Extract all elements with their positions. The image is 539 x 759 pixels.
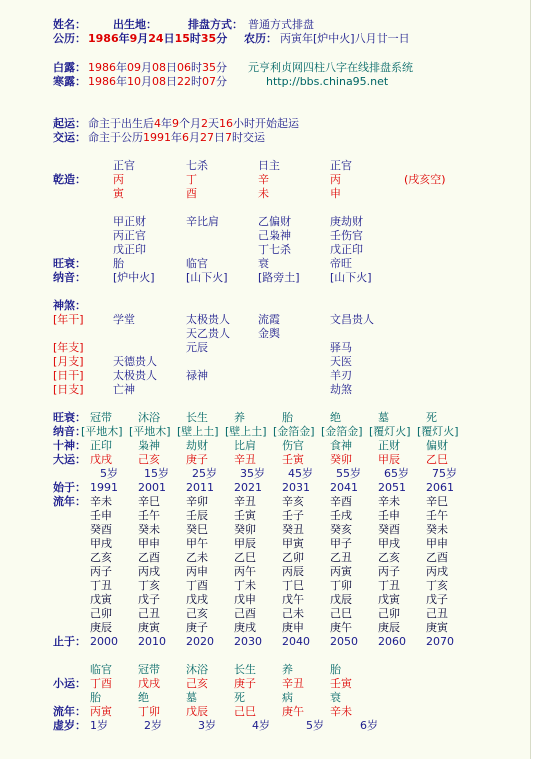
liunian-cell: 戊寅	[378, 593, 400, 606]
shensha-item: 流霞	[258, 313, 280, 326]
shensha-item: 禄神	[186, 369, 208, 382]
xiaoyun-shishen: 临官	[90, 663, 112, 676]
liunian-cell: 己卯	[378, 607, 400, 620]
liunian-cell: 乙巳	[234, 551, 256, 564]
shensha-label: 神煞：	[53, 299, 86, 312]
dayun-age: 45岁	[288, 467, 313, 480]
xiaoyun-wangshuai: 墓	[186, 691, 197, 704]
jiaoyun-text: 命主于公历1991年6月27日7时交运	[88, 131, 265, 144]
liunian-cell: 丁卯	[330, 579, 352, 592]
liunian-cell: 辛酉	[330, 495, 352, 508]
pillar-nayin: [炉中火]	[113, 271, 155, 284]
xiaoyun-ganzhi: 戊戌	[138, 677, 160, 690]
shensha-item: 天乙贵人	[186, 327, 230, 340]
pillar-stem: 丙	[330, 173, 341, 186]
dayun-age: 15岁	[144, 467, 169, 480]
dayun-end-label: 止于：	[53, 635, 86, 648]
pillar-stem: 丙	[113, 173, 124, 186]
site-name-link[interactable]: 元亨利贞网四柱八字在线排盘系统	[248, 61, 413, 74]
nayin-label: 纳音：	[53, 271, 86, 284]
liunian-cell: 庚午	[330, 621, 352, 634]
hidden-stem: 戊正印	[113, 243, 146, 256]
pillar-nayin: [山下火]	[330, 271, 372, 284]
xiaoyun-wangshuai: 衰	[330, 691, 341, 704]
dayun-age: 35岁	[240, 467, 265, 480]
liunian-cell: 庚辰	[378, 621, 400, 634]
liunian-cell: 乙酉	[138, 551, 160, 564]
dayun-nayin: [覆灯火]	[369, 425, 411, 438]
liunian-cell: 庚申	[282, 621, 304, 634]
dayun-nayin: [金箔金]	[273, 425, 315, 438]
shensha-item: 天德贵人	[113, 355, 157, 368]
dayun-nayin: [壁上土]	[225, 425, 267, 438]
liunian-cell: 辛亥	[282, 495, 304, 508]
xusui-label: 虚岁：	[53, 719, 86, 732]
dayun-shishen: 枭神	[138, 439, 160, 452]
shensha-item: 学堂	[113, 313, 135, 326]
name-label: 姓名：	[53, 18, 86, 31]
shensha-item: 文昌贵人	[330, 313, 374, 326]
liunian-cell: 丙戌	[426, 565, 448, 578]
dayun-nayin: [金箔金]	[321, 425, 363, 438]
kong-wang: (戌亥空)	[404, 173, 446, 186]
shensha-month-label: [月支]	[53, 355, 84, 368]
pillar-wangshuai: 胎	[113, 257, 124, 270]
method-label: 排盘方式：	[188, 18, 243, 31]
liunian-cell: 庚子	[186, 621, 208, 634]
dayun-shishen: 食神	[330, 439, 352, 452]
liunian-cell: 辛巳	[426, 495, 448, 508]
liunian-cell: 乙亥	[378, 551, 400, 564]
liunian-cell: 辛丑	[234, 495, 256, 508]
shensha-item: 羊刃	[330, 369, 352, 382]
method-value: 普通方式排盘	[248, 18, 314, 31]
xusui-value: 5岁	[306, 719, 324, 732]
liunian-cell: 丙子	[90, 565, 112, 578]
qiyun-text: 命主于出生后4年9个月2天16小时开始起运	[88, 117, 299, 130]
dayun-ganzhi: 乙巳	[426, 453, 448, 466]
liunian-cell: 辛卯	[186, 495, 208, 508]
xiaoyun-ganzhi: 丁酉	[90, 677, 112, 690]
qiyun-label: 起运：	[53, 117, 86, 130]
xusui-value: 3岁	[198, 719, 216, 732]
solar-date: 1986年9月24日15时35分	[88, 32, 228, 45]
shensha-daybranch-label: [日支]	[53, 383, 84, 396]
liunian-cell: 丁巳	[282, 579, 304, 592]
lunar-value: 丙寅年[炉中火]八月廿一日	[280, 32, 410, 45]
bailu-label: 白露：	[53, 61, 86, 74]
liunian-cell: 辛未	[378, 495, 400, 508]
liunian-cell: 壬辰	[186, 509, 208, 522]
hidden-stem: 壬伤官	[330, 229, 363, 242]
liunian-cell: 庚辰	[90, 621, 112, 634]
liunian-cell: 壬戌	[330, 509, 352, 522]
xiaoyun-liunian: 辛未	[330, 705, 352, 718]
shensha-item: 亡神	[113, 383, 135, 396]
shensha-item: 驿马	[330, 341, 352, 354]
xusui-value: 4岁	[252, 719, 270, 732]
dayun-shishen: 劫财	[186, 439, 208, 452]
dayun-end-year: 2020	[186, 635, 214, 648]
xiaoyun-ganzhi: 辛丑	[282, 677, 304, 690]
hidden-stem: 乙偏财	[258, 215, 291, 228]
liunian-cell: 丙寅	[330, 565, 352, 578]
liunian-cell: 戊戌	[186, 593, 208, 606]
dayun-start-year: 1991	[90, 481, 118, 494]
dayun-end-year: 2010	[138, 635, 166, 648]
dayun-ganzhi: 庚子	[186, 453, 208, 466]
shensha-item: 太极贵人	[113, 369, 157, 382]
dayun-age: 75岁	[432, 467, 457, 480]
xiaoyun-shishen: 养	[282, 663, 293, 676]
hanlu-label: 寒露：	[53, 75, 86, 88]
hanlu-date: 1986年10月08日22时07分	[88, 75, 227, 88]
dayun-shishen: 正财	[378, 439, 400, 452]
jiaoyun-label: 交运：	[53, 131, 86, 144]
qianzao-label: 乾造：	[53, 173, 86, 186]
liunian-cell: 戊辰	[330, 593, 352, 606]
dayun-end-year: 2060	[378, 635, 406, 648]
dayun-wangshuai: 死	[426, 411, 437, 424]
liunian-cell: 癸丑	[282, 523, 304, 536]
liunian-cell: 壬申	[90, 509, 112, 522]
liunian-cell: 辛未	[90, 495, 112, 508]
dayun-nayin-label: 纳音：	[53, 425, 86, 438]
liunian-cell: 壬申	[378, 509, 400, 522]
liunian-cell: 戊子	[426, 593, 448, 606]
pillar-stem: 丁	[186, 173, 197, 186]
dayun-shishen: 正印	[90, 439, 112, 452]
dayun-nayin: [平地木]	[81, 425, 123, 438]
liunian-cell: 戊子	[138, 593, 160, 606]
liunian-cell: 癸未	[138, 523, 160, 536]
xusui-value: 6岁	[360, 719, 378, 732]
liunian-cell: 壬午	[426, 509, 448, 522]
xiaoyun-wangshuai: 病	[282, 691, 293, 704]
shensha-item: 金舆	[258, 327, 280, 340]
xiaoyun-ganzhi: 壬寅	[330, 677, 352, 690]
hidden-stem: 丁七杀	[258, 243, 291, 256]
pillar-branch: 未	[258, 187, 269, 200]
xiaoyun-shishen: 胎	[330, 663, 341, 676]
pillar-stem: 辛	[258, 173, 269, 186]
dayun-age: 65岁	[384, 467, 409, 480]
liunian-cell: 辛巳	[138, 495, 160, 508]
liunian-cell: 丁亥	[426, 579, 448, 592]
dayun-ganzhi: 辛丑	[234, 453, 256, 466]
liunian-cell: 癸亥	[330, 523, 352, 536]
liunian-cell: 甲子	[330, 537, 352, 550]
dayun-shishen: 比肩	[234, 439, 256, 452]
lunar-label: 农历：	[244, 32, 277, 45]
xiaoyun-liunian-label: 流年：	[53, 705, 86, 718]
dayun-end-year: 2040	[282, 635, 310, 648]
dayun-wangshuai: 养	[234, 411, 245, 424]
dayun-wangshuai-label: 旺衰：	[53, 411, 86, 424]
liunian-cell: 乙酉	[426, 551, 448, 564]
liunian-cell: 癸巳	[186, 523, 208, 536]
pillar-nayin: [路旁土]	[258, 271, 300, 284]
xiaoyun-shishen: 冠带	[138, 663, 160, 676]
dayun-age: 5岁	[100, 467, 118, 480]
shensha-daystem-label: [日干]	[53, 369, 84, 382]
dayun-shishen-label: 十神：	[53, 439, 86, 452]
pillar-ten-god: 正官	[330, 159, 352, 172]
dayun-nayin: [壁上土]	[177, 425, 219, 438]
dayun-ganzhi: 癸卯	[330, 453, 352, 466]
liunian-cell: 己卯	[90, 607, 112, 620]
liunian-cell: 己酉	[234, 607, 256, 620]
liunian-cell: 壬子	[282, 509, 304, 522]
hidden-stem: 甲正财	[113, 215, 146, 228]
shensha-yearstem-label: [年干]	[53, 313, 84, 326]
pillar-nayin: [山下火]	[186, 271, 228, 284]
dayun-age: 55岁	[336, 467, 361, 480]
liunian-cell: 丁丑	[378, 579, 400, 592]
liunian-cell: 丁亥	[138, 579, 160, 592]
liunian-cell: 丙申	[186, 565, 208, 578]
xiaoyun-liunian: 庚午	[282, 705, 304, 718]
pillar-ten-god: 正官	[113, 159, 135, 172]
dayun-end-year: 2000	[90, 635, 118, 648]
dayun-start-year: 2051	[378, 481, 406, 494]
dayun-shishen: 伤官	[282, 439, 304, 452]
liunian-cell: 壬午	[138, 509, 160, 522]
dayun-nayin: [覆灯火]	[417, 425, 459, 438]
xiaoyun-liunian: 戊辰	[186, 705, 208, 718]
liunian-cell: 甲寅	[282, 537, 304, 550]
liunian-cell: 甲申	[138, 537, 160, 550]
dayun-wangshuai: 沐浴	[138, 411, 160, 424]
dayun-wangshuai: 胎	[282, 411, 293, 424]
dayun-start-year: 2031	[282, 481, 310, 494]
shensha-item: 元辰	[186, 341, 208, 354]
dayun-label: 大运：	[53, 453, 86, 466]
xiaoyun-wangshuai: 绝	[138, 691, 149, 704]
liunian-cell: 甲辰	[234, 537, 256, 550]
pillar-wangshuai: 衰	[258, 257, 269, 270]
liunian-cell: 己丑	[138, 607, 160, 620]
liunian-cell: 丙子	[378, 565, 400, 578]
dayun-start-year: 2041	[330, 481, 358, 494]
dayun-end-year: 2070	[426, 635, 454, 648]
liunian-cell: 乙卯	[282, 551, 304, 564]
pillar-branch: 申	[330, 187, 341, 200]
xiaoyun-shishen: 沐浴	[186, 663, 208, 676]
xiaoyun-wangshuai: 死	[234, 691, 245, 704]
dayun-wangshuai: 长生	[186, 411, 208, 424]
dayun-start-year: 2061	[426, 481, 454, 494]
pillar-wangshuai: 临官	[186, 257, 208, 270]
wangshuai-label: 旺衰：	[53, 257, 86, 270]
shensha-item: 太极贵人	[186, 313, 230, 326]
dayun-wangshuai: 墓	[378, 411, 389, 424]
liunian-cell: 庚寅	[426, 621, 448, 634]
hidden-stem: 辛比肩	[186, 215, 219, 228]
liunian-cell: 己亥	[186, 607, 208, 620]
liunian-cell: 己未	[282, 607, 304, 620]
xusui-value: 1岁	[90, 719, 108, 732]
liunian-cell: 壬寅	[234, 509, 256, 522]
xiaoyun-shishen: 长生	[234, 663, 256, 676]
liunian-cell: 庚戌	[234, 621, 256, 634]
birthplace-label: 出生地：	[113, 18, 157, 31]
dayun-wangshuai: 绝	[330, 411, 341, 424]
dayun-ganzhi: 己亥	[138, 453, 160, 466]
liunian-cell: 乙亥	[90, 551, 112, 564]
liunian-cell: 丁未	[234, 579, 256, 592]
liunian-cell: 丁酉	[186, 579, 208, 592]
pillar-branch: 寅	[113, 187, 124, 200]
liunian-cell: 丙辰	[282, 565, 304, 578]
bailu-date: 1986年09月08日06时35分	[88, 61, 227, 74]
liunian-cell: 甲午	[186, 537, 208, 550]
dayun-start-year: 2011	[186, 481, 214, 494]
xiaoyun-liunian: 己巳	[234, 705, 256, 718]
xiaoyun-liunian: 丁卯	[138, 705, 160, 718]
liunian-cell: 戊申	[234, 593, 256, 606]
xiaoyun-ganzhi: 己亥	[186, 677, 208, 690]
xiaoyun-ganzhi: 庚子	[234, 677, 256, 690]
pillar-branch: 酉	[186, 187, 197, 200]
liunian-cell: 癸未	[426, 523, 448, 536]
solar-label: 公历：	[53, 32, 86, 45]
liunian-cell: 癸卯	[234, 523, 256, 536]
liunian-cell: 庚寅	[138, 621, 160, 634]
liunian-cell: 己丑	[426, 607, 448, 620]
hidden-stem: 丙正官	[113, 229, 146, 242]
dayun-ganzhi: 戊戌	[90, 453, 112, 466]
dayun-wangshuai: 冠带	[90, 411, 112, 424]
hidden-stem: 己枭神	[258, 229, 291, 242]
liunian-cell: 戊寅	[90, 593, 112, 606]
liunian-cell: 丁丑	[90, 579, 112, 592]
dayun-start-year: 2021	[234, 481, 262, 494]
liunian-cell: 己巳	[330, 607, 352, 620]
liunian-cell: 丙午	[234, 565, 256, 578]
hidden-stem: 戊正印	[330, 243, 363, 256]
shensha-item: 天医	[330, 355, 352, 368]
pillar-wangshuai: 帝旺	[330, 257, 352, 270]
hidden-stem: 庚劫财	[330, 215, 363, 228]
liunian-cell: 乙丑	[330, 551, 352, 564]
site-url-link[interactable]: http://bbs.china95.net	[266, 75, 389, 88]
dayun-nayin: [平地木]	[129, 425, 171, 438]
liunian-cell: 甲申	[426, 537, 448, 550]
dayun-end-year: 2030	[234, 635, 262, 648]
xiaoyun-label: 小运：	[53, 677, 86, 690]
dayun-ganzhi: 壬寅	[282, 453, 304, 466]
liunian-cell: 癸酉	[90, 523, 112, 536]
liunian-cell: 癸酉	[378, 523, 400, 536]
xusui-value: 2岁	[144, 719, 162, 732]
dayun-start-year: 2001	[138, 481, 166, 494]
xiaoyun-wangshuai: 胎	[90, 691, 101, 704]
xiaoyun-liunian: 丙寅	[90, 705, 112, 718]
shensha-yearbranch-label: [年支]	[53, 341, 84, 354]
shensha-item: 劫煞	[330, 383, 352, 396]
dayun-age: 25岁	[192, 467, 217, 480]
dayun-ganzhi: 甲辰	[378, 453, 400, 466]
pillar-ten-god: 日主	[258, 159, 280, 172]
liunian-cell: 甲戌	[90, 537, 112, 550]
dayun-liunian-label: 流年：	[53, 495, 86, 508]
liunian-cell: 丙戌	[138, 565, 160, 578]
liunian-cell: 甲戌	[378, 537, 400, 550]
dayun-end-year: 2050	[330, 635, 358, 648]
dayun-start-label: 始于：	[53, 481, 86, 494]
liunian-cell: 戊午	[282, 593, 304, 606]
liunian-cell: 乙未	[186, 551, 208, 564]
pillar-ten-god: 七杀	[186, 159, 208, 172]
dayun-shishen: 偏财	[426, 439, 448, 452]
